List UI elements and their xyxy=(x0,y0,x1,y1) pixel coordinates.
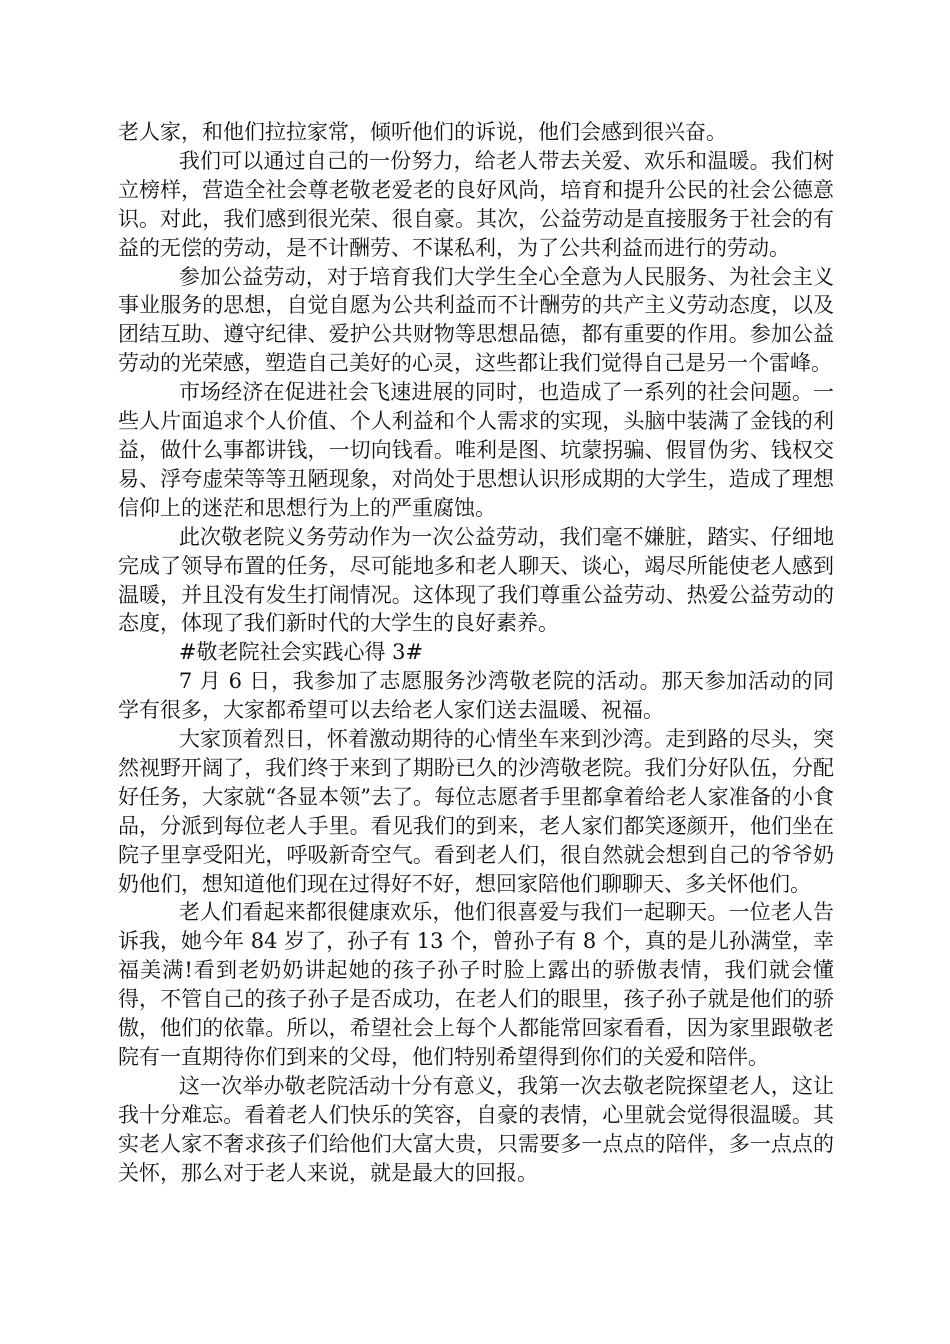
paragraph: 市场经济在促进社会飞速进展的同时，也造成了一系列的社会问题。一些人片面追求个人价值、个人利益和个人需求的实现，头脑中装满了金钱的利益，做什么事都讲钱，一切向钱看。唯利是图、坑蒙拐骗、假冒伪劣、钱权交易、浮夸虚荣等等丑陋现象，对尚处于思想认识形成期的大学生，造成了理想信仰上的迷茫和思想行为上的严重腐蚀。 xyxy=(118,380,834,520)
paragraph: 7 月 6 日，我参加了志愿服务沙湾敬老院的活动。那天参加活动的同学有很多，大家都希望可以去给老人家们送去温暖、祝福。 xyxy=(118,669,834,723)
paragraph: 这一次举办敬老院活动十分有意义，我第一次去敬老院探望老人，这让我十分难忘。看着老人们快乐的笑容，自豪的表情，心里就会觉得很温暖。其实老人家不奢求孩子们给他们大富大贵，只需要多一点点的陪伴，多一点点的关怀，那么对于老人来说，就是最大的回报。 xyxy=(118,1073,834,1185)
paragraph: 老人家，和他们拉拉家常，倾听他们的诉说，他们会感到很兴奋。 xyxy=(118,120,727,144)
paragraph: 老人们看起来都很健康欢乐，他们很喜爱与我们一起聊天。一位老人告诉我，她今年 84 岁了，孙子有 13 个，曾孙子有 8 个，真的是儿孙满堂，幸福美满!看到老奶奶讲起她的孩子孙子时脸上露出的骄傲表情，我们就会懂得，不管自己的孩子孙子是否成功，在老人们的眼里，孩子孙子就是他们的骄傲，他们的依靠。所以，希望社会上每个人都能常回家看看，因为家里跟敬老院有一直期待你们到来的父母，他们特别希望得到你们的关爱和陪伴。 xyxy=(118,900,834,1069)
paragraph: 此次敬老院义务劳动作为一次公益劳动，我们毫不嫌脏，踏实、仔细地完成了领导布置的任务，尽可能地多和老人聊天、谈心，竭尽所能使老人感到温暖，并且没有发生打闹情况。这体现了我们尊重公益劳动、热爱公益劳动的态度，体现了我们新时代的大学生的良好素养。 xyxy=(118,524,834,636)
section-heading: #敬老院社会实践心得 3# xyxy=(178,640,424,665)
paragraph: 大家顶着烈日，怀着激动期待的心情坐车来到沙湾。走到路的尽头，突然视野开阔了，我们终于来到了期盼已久的沙湾敬老院。我们分好队伍，分配好任务，大家就“各显本领”去了。每位志愿者手里都拿着给老人家准备的小食品，分派到每位老人手里。看见我们的到来，老人家们都笑逐颜开，他们坐在院子里享受阳光，呼吸新奇空气。看到老人们，很自然就会想到自己的爷爷奶奶他们，想知道他们现在过得好不好，想回家陪他们聊聊天、多关怀他们。 xyxy=(118,727,834,896)
paragraph: 参加公益劳动，对于培育我们大学生全心全意为人民服务、为社会主义事业服务的思想，自觉自愿为公共利益而不计酬劳的共产主义劳动态度，以及团结互助、遵守纪律、爱护公共财物等思想品德，都有重要的作用。参加公益劳动的光荣感，塑造自己美好的心灵，这些都让我们觉得自己是另一个雷峰。 xyxy=(118,264,834,376)
paragraph: 我们可以通过自己的一份努力，给老人带去关爱、欢乐和温暖。我们树立榜样，营造全社会尊老敬老爱老的良好风尚，培育和提升公民的社会公德意识。对此，我们感到很光荣、很自豪。其次，公益劳动是直接服务于社会的有益的无偿的劳动，是不计酬劳、不谋私利，为了公共利益而进行的劳动。 xyxy=(118,148,834,260)
document-body xyxy=(118,118,834,1188)
